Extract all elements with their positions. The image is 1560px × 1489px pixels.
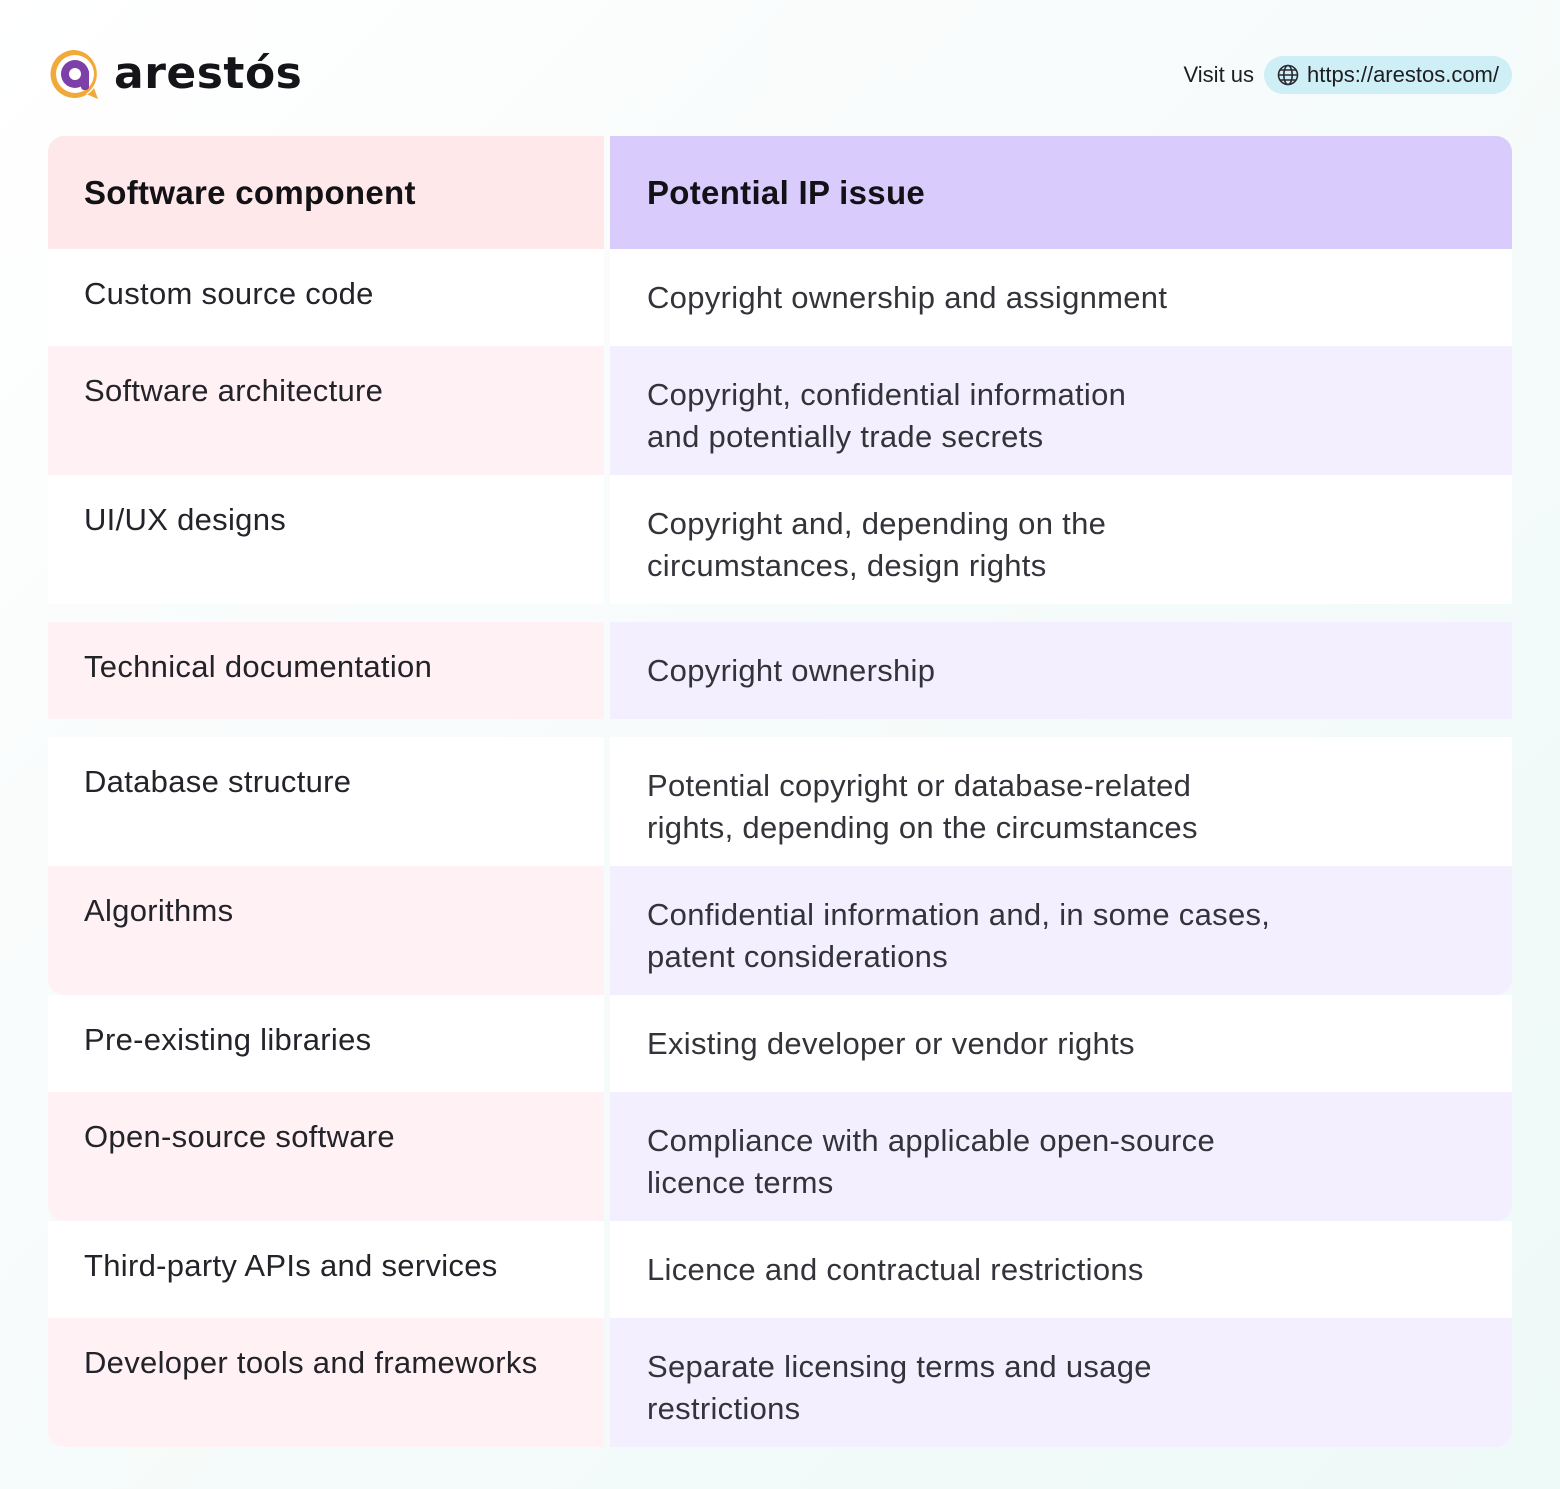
component-cell: Open-source software <box>48 1092 604 1221</box>
component-cell: Algorithms <box>48 866 604 995</box>
website-link[interactable] <box>1264 56 1512 94</box>
issue-cell: Licence and contractual restrictions <box>610 1221 1512 1318</box>
component-cell: UI/UX designs <box>48 475 604 604</box>
component-cell: Custom source code <box>48 249 604 346</box>
issue-cell: Copyright and, depending on the circumstances, design rights <box>610 475 1512 604</box>
column-header-component: Software component <box>48 136 604 249</box>
issue-cell: Compliance with applicable open-source licence terms <box>610 1092 1512 1221</box>
website-url: https://arestos.com/ <box>1307 62 1499 87</box>
issue-cell: Copyright ownership <box>610 622 1512 719</box>
column-header-issue: Potential IP issue <box>610 136 1512 249</box>
brand-name: arestós <box>114 48 303 99</box>
issue-cell: Separate licensing terms and usage restrictions <box>610 1318 1512 1447</box>
issue-cell: Potential copyright or database-related rights, depending on the circumstances <box>610 737 1512 866</box>
row-gap <box>48 719 1512 737</box>
issue-cell: Copyright, confidential information and potentially trade secrets <box>610 346 1512 475</box>
component-cell: Developer tools and frameworks <box>48 1318 604 1447</box>
component-cell: Technical documentation <box>48 622 604 719</box>
globe-icon <box>1276 63 1300 87</box>
visit-us <box>1184 56 1512 94</box>
visit-label: Visit us <box>1183 62 1255 87</box>
component-cell: Database structure <box>48 737 604 866</box>
issue-cell: Confidential information and, in some cases, patent considerations <box>610 866 1512 995</box>
issue-cell: Copyright ownership and assignment <box>610 249 1512 346</box>
component-cell: Third-party APIs and services <box>48 1221 604 1318</box>
speech-bubble-q-logo-icon <box>48 47 102 101</box>
ip-issues-table <box>48 136 1512 1447</box>
brand-logo <box>48 46 302 102</box>
row-gap <box>48 604 1512 622</box>
component-cell: Pre-existing libraries <box>48 995 604 1092</box>
issue-cell: Existing developer or vendor rights <box>610 995 1512 1092</box>
component-cell: Software architecture <box>48 346 604 475</box>
